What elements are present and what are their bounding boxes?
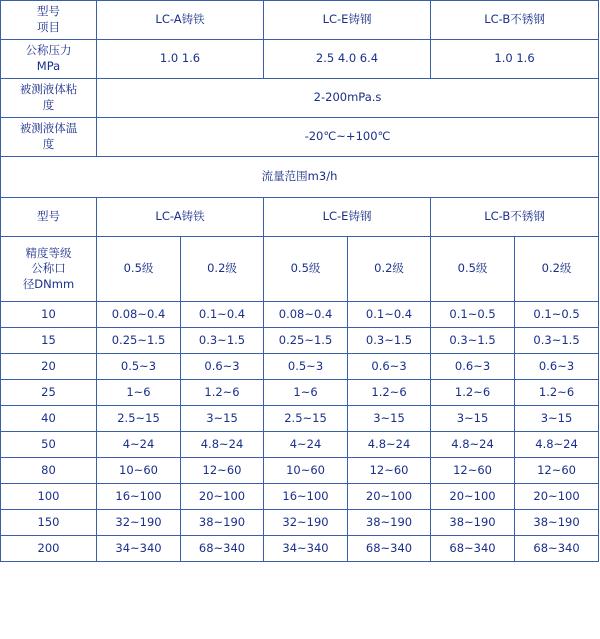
viscosity-value: 2-200mPa.s xyxy=(97,79,599,118)
flow-value: 3~15 xyxy=(431,406,515,432)
flow-value: 38~190 xyxy=(181,510,264,536)
accuracy-label-line1: 精度等级 xyxy=(25,245,72,260)
row-label-temperature xyxy=(1,118,97,157)
flow-value: 1.2~6 xyxy=(181,380,264,406)
flow-value: 3~15 xyxy=(348,406,431,432)
table-row xyxy=(1,302,599,328)
flow-value: 0.6~3 xyxy=(431,354,515,380)
flow-value: 0.1~0.4 xyxy=(348,302,431,328)
flow-value: 10~60 xyxy=(264,458,348,484)
flow-value: 3~15 xyxy=(515,406,599,432)
flow-value: 1.2~6 xyxy=(515,380,599,406)
row-label-line2: 度 xyxy=(42,98,55,112)
table-row xyxy=(1,536,599,562)
flow-value: 4.8~24 xyxy=(431,432,515,458)
corner-label-line1: 型号 xyxy=(37,4,60,19)
flow-value: 1~6 xyxy=(264,380,348,406)
flow-value: 20~100 xyxy=(348,484,431,510)
dn-value: 25 xyxy=(1,380,97,406)
dn-value: 40 xyxy=(1,406,97,432)
row-label-line1: 公称压力 xyxy=(25,43,72,58)
pressure-value-e: 2.5 4.0 6.4 xyxy=(264,40,431,79)
flow-value: 4.8~24 xyxy=(181,432,264,458)
flow-value: 3~15 xyxy=(181,406,264,432)
grade-b-02: 0.2级 xyxy=(515,237,599,302)
flow-value: 38~190 xyxy=(515,510,599,536)
header-model-a: LC-A铸铁 xyxy=(97,1,264,40)
subheader-model-e: LC-E铸钢 xyxy=(264,198,431,237)
dn-value: 20 xyxy=(1,354,97,380)
grade-b-05: 0.5级 xyxy=(431,237,515,302)
table-row xyxy=(1,328,599,354)
dn-value: 150 xyxy=(1,510,97,536)
flow-value: 0.6~3 xyxy=(181,354,264,380)
table-row-flow-title xyxy=(1,157,599,198)
flow-value: 1~6 xyxy=(97,380,181,406)
dn-value: 50 xyxy=(1,432,97,458)
header-model-b: LC-B不锈钢 xyxy=(431,1,599,40)
temperature-value: -20℃~+100℃ xyxy=(97,118,599,157)
flow-value: 0.25~1.5 xyxy=(97,328,181,354)
flow-value: 0.08~0.4 xyxy=(97,302,181,328)
flow-value: 2.5~15 xyxy=(264,406,348,432)
subheader-corner-model: 型号 xyxy=(1,198,97,237)
grade-e-02: 0.2级 xyxy=(348,237,431,302)
flow-value: 0.5~3 xyxy=(97,354,181,380)
table-row-temperature xyxy=(1,118,599,157)
flow-value: 12~60 xyxy=(431,458,515,484)
grade-a-05: 0.5级 xyxy=(97,237,181,302)
row-label-line2: MPa xyxy=(36,59,61,73)
flow-value: 0.1~0.4 xyxy=(181,302,264,328)
accuracy-label-line3: 径DNmm xyxy=(22,276,75,291)
table-row xyxy=(1,354,599,380)
corner-label-model-item xyxy=(1,1,97,40)
pressure-value-a: 1.0 1.6 xyxy=(97,40,264,79)
flow-value: 0.08~0.4 xyxy=(264,302,348,328)
flow-range-title: 流量范围m3/h xyxy=(1,157,599,198)
flow-value: 16~100 xyxy=(264,484,348,510)
dn-value: 200 xyxy=(1,536,97,562)
grade-a-02: 0.2级 xyxy=(181,237,264,302)
subheader-model-b: LC-B不锈钢 xyxy=(431,198,599,237)
table-row-subheader-models xyxy=(1,198,599,237)
table-row xyxy=(1,432,599,458)
flow-value: 1.2~6 xyxy=(348,380,431,406)
flow-value: 0.5~3 xyxy=(264,354,348,380)
flow-value: 20~100 xyxy=(431,484,515,510)
flow-value: 32~190 xyxy=(264,510,348,536)
flow-value: 2.5~15 xyxy=(97,406,181,432)
table-row xyxy=(1,510,599,536)
dn-value: 15 xyxy=(1,328,97,354)
flow-value: 0.1~0.5 xyxy=(431,302,515,328)
flow-value: 4.8~24 xyxy=(348,432,431,458)
table-row-nominal-pressure xyxy=(1,40,599,79)
table-row-subheader-grades xyxy=(1,237,599,302)
flow-value: 12~60 xyxy=(348,458,431,484)
flow-value: 34~340 xyxy=(264,536,348,562)
flow-value: 1.2~6 xyxy=(431,380,515,406)
flow-value: 0.1~0.5 xyxy=(515,302,599,328)
flow-value: 34~340 xyxy=(97,536,181,562)
subheader-corner-accuracy-dn xyxy=(1,237,97,302)
table-row xyxy=(1,458,599,484)
table-row-header xyxy=(1,1,599,40)
flow-value: 68~340 xyxy=(348,536,431,562)
flow-value: 16~100 xyxy=(97,484,181,510)
flow-value: 38~190 xyxy=(431,510,515,536)
row-label-line2: 度 xyxy=(42,137,55,151)
flow-value: 0.3~1.5 xyxy=(181,328,264,354)
row-label-viscosity xyxy=(1,79,97,118)
flow-value: 12~60 xyxy=(515,458,599,484)
flow-value: 0.25~1.5 xyxy=(264,328,348,354)
flow-value: 68~340 xyxy=(431,536,515,562)
grade-e-05: 0.5级 xyxy=(264,237,348,302)
flow-value: 10~60 xyxy=(97,458,181,484)
flow-value: 20~100 xyxy=(181,484,264,510)
dn-value: 100 xyxy=(1,484,97,510)
flow-value: 0.6~3 xyxy=(515,354,599,380)
dn-value: 10 xyxy=(1,302,97,328)
table-row xyxy=(1,406,599,432)
flow-value: 68~340 xyxy=(181,536,264,562)
flow-value: 0.3~1.5 xyxy=(515,328,599,354)
pressure-value-b: 1.0 1.6 xyxy=(431,40,599,79)
flow-value: 0.3~1.5 xyxy=(348,328,431,354)
flow-value: 4~24 xyxy=(97,432,181,458)
table-row xyxy=(1,484,599,510)
flow-value: 38~190 xyxy=(348,510,431,536)
row-label-nominal-pressure xyxy=(1,40,97,79)
flow-value: 0.3~1.5 xyxy=(431,328,515,354)
row-label-line1: 被测液体粘 xyxy=(19,82,78,97)
accuracy-label-line2: 公称口 xyxy=(31,261,66,276)
dn-value: 80 xyxy=(1,458,97,484)
flow-value: 0.6~3 xyxy=(348,354,431,380)
flow-value: 32~190 xyxy=(97,510,181,536)
header-model-e: LC-E铸钢 xyxy=(264,1,431,40)
table-row-viscosity xyxy=(1,79,599,118)
row-label-line1: 被测液体温 xyxy=(19,121,78,136)
subheader-model-a: LC-A铸铁 xyxy=(97,198,264,237)
table-row xyxy=(1,380,599,406)
flow-value: 68~340 xyxy=(515,536,599,562)
flow-value: 4~24 xyxy=(264,432,348,458)
corner-label-line2: 项目 xyxy=(37,20,60,34)
flow-value: 12~60 xyxy=(181,458,264,484)
flow-value: 20~100 xyxy=(515,484,599,510)
flow-value: 4.8~24 xyxy=(515,432,599,458)
